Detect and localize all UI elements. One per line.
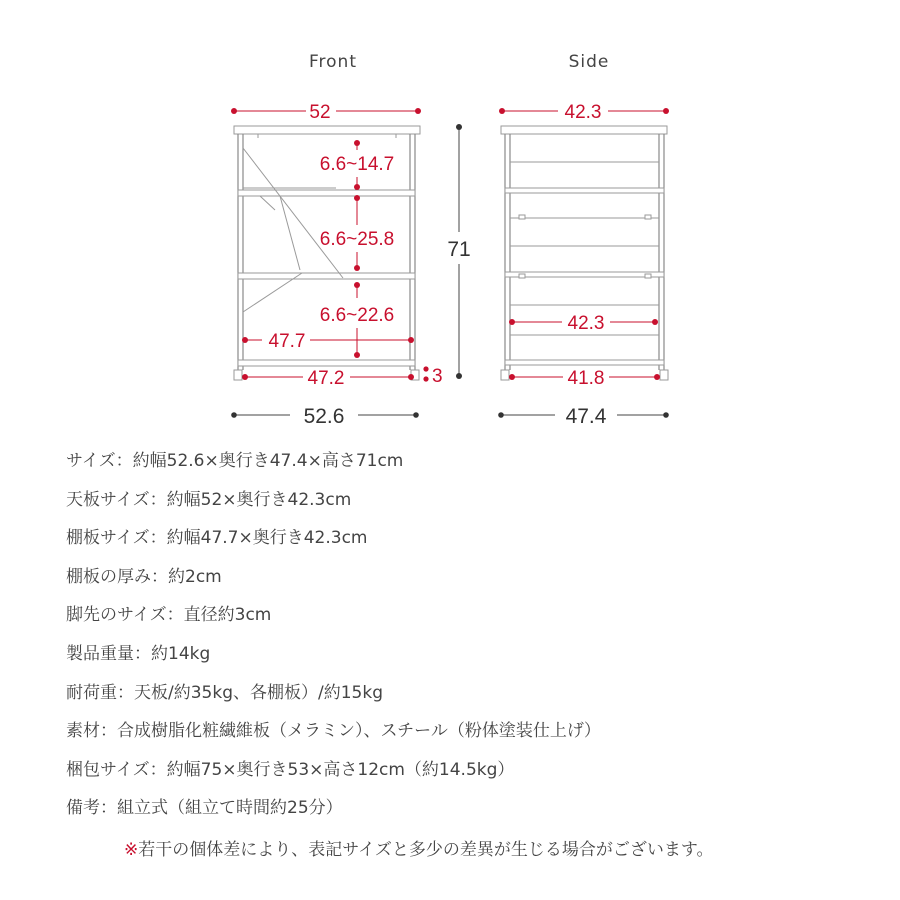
front-overall-width-dim [231, 405, 419, 428]
side-frame [501, 126, 668, 380]
front-gap-top-label: 6.6~14.7 [319, 154, 395, 175]
front-gap-bottom-dim [320, 282, 395, 358]
dimension-diagram [0, 0, 900, 440]
front-gap-top-dim [320, 140, 395, 190]
spec-top-board-size: 天板サイズ：約幅52×奥行き42.3cm [66, 489, 352, 510]
disclaimer-note [124, 835, 714, 860]
note-mark: ※ [124, 840, 139, 860]
side-overall-depth-label: 47.4 [565, 405, 607, 428]
side-title: Side [568, 52, 610, 72]
front-view [231, 52, 471, 428]
front-shelf-width-label: 47.7 [268, 331, 306, 352]
spec-weight: 製品重量：約14kg [66, 643, 211, 664]
front-height-label: 71 [447, 238, 471, 261]
spec-foot-size: 脚先のサイズ：直径約3cm [66, 605, 272, 626]
side-view [498, 52, 669, 428]
spec-size: サイズ：約幅52.6×奥行き47.4×高さ71cm [66, 451, 404, 471]
front-shelf-width-dim [242, 331, 414, 352]
spec-shelf-thickness: 棚板の厚み：約2cm [66, 566, 222, 587]
front-gap-middle-dim [320, 195, 395, 271]
front-overall-width-label: 52.6 [303, 405, 345, 428]
front-shelf-3 [238, 360, 415, 366]
side-inner-leg-label: 41.8 [567, 368, 605, 389]
spec-package-size: 梱包サイズ：約幅75×奥行き53×高さ12cm（約14.5kg） [66, 759, 515, 780]
side-overall-depth-dim [498, 405, 669, 428]
front-foot-label: 3 [432, 366, 443, 387]
front-height-dim [447, 124, 470, 379]
front-top-width-label: 52 [309, 102, 331, 123]
side-foot-left [501, 370, 509, 380]
side-inner-leg-dim [509, 368, 660, 389]
side-top-depth-label: 42.3 [564, 102, 602, 123]
side-foot-right [660, 370, 668, 380]
side-shelf-2 [505, 272, 664, 277]
front-shelf-1 [238, 190, 415, 196]
front-foot-dim [423, 366, 442, 387]
front-top-width-dim [231, 102, 421, 123]
side-shelf-depth-dim [509, 313, 658, 334]
side-shelf-1 [505, 188, 664, 193]
spec-shelf-size: 棚板サイズ：約幅47.7×奥行き42.3cm [66, 528, 368, 549]
side-shelf-3 [505, 360, 664, 365]
front-top-board [234, 126, 420, 134]
spec-load-capacity: 耐荷重：天板/約35kg、各棚板）/約15kg [66, 682, 383, 703]
front-inner-leg-label: 47.2 [307, 368, 345, 389]
front-gap-middle-label: 6.6~25.8 [319, 229, 395, 250]
front-foot-left [234, 370, 242, 380]
side-top-depth-dim [499, 102, 669, 123]
front-shelf-2 [238, 273, 415, 279]
spec-list [66, 446, 886, 832]
spec-remarks: 備考：組立式（組立て時間約25分） [66, 798, 343, 819]
front-gap-bottom-label: 6.6~22.6 [319, 305, 395, 326]
front-inner-leg-dim [242, 368, 414, 389]
side-shelf-depth-label: 42.3 [567, 313, 605, 334]
side-top-board [501, 126, 667, 134]
note-text: 若干の個体差により、表記サイズと多少の差異が生じる場合がございます。 [138, 840, 714, 860]
front-title: Front [309, 52, 357, 72]
spec-material: 素材：合成樹脂化粧繊維板（メラミン）、スチール（粉体塗装仕上げ） [66, 721, 601, 742]
